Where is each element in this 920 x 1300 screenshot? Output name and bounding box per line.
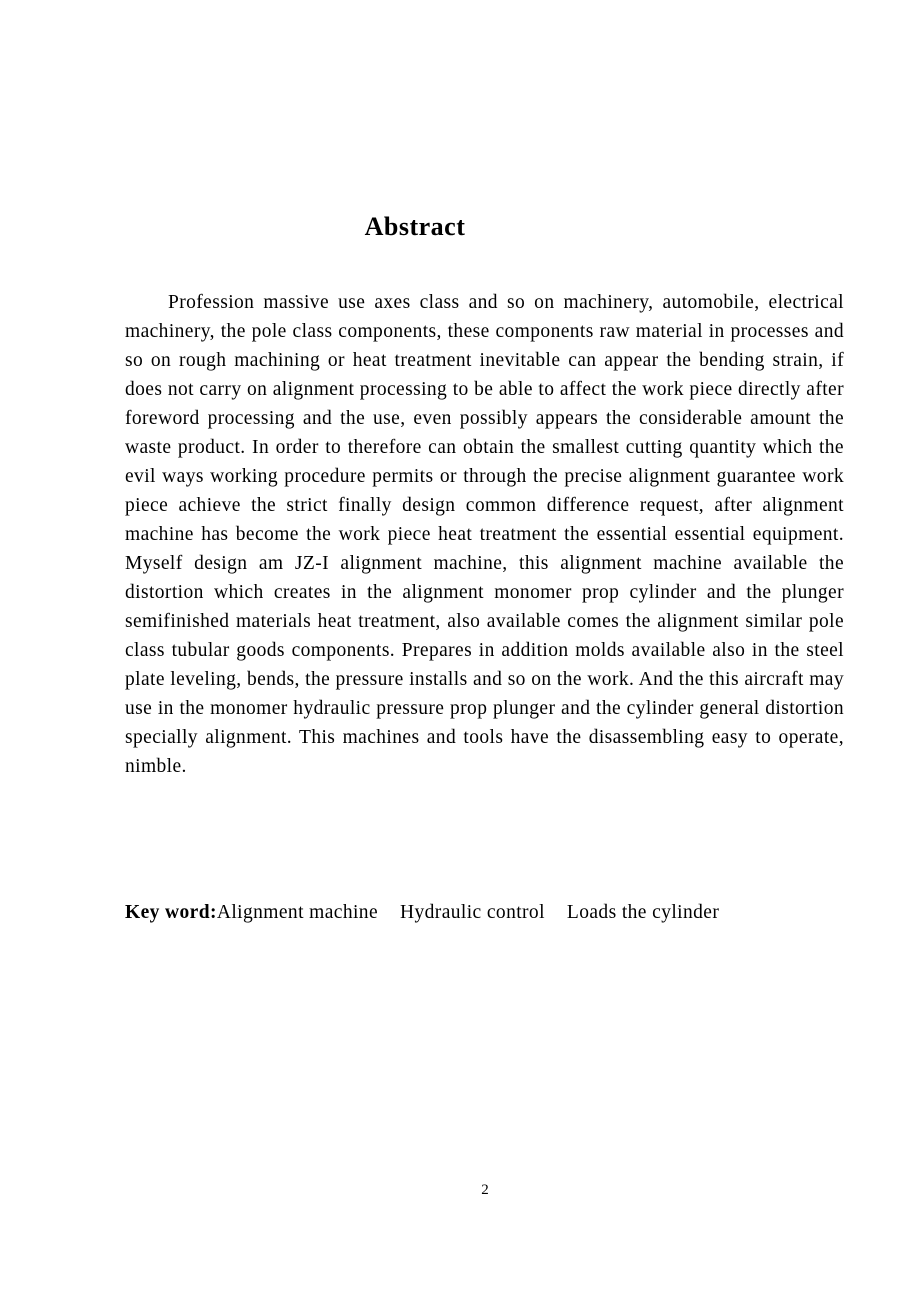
keywords-label: Key word: (125, 902, 217, 923)
abstract-body: Profession massive use axes class and so on machinery, automobile, electrical machinery, the pole class components, these components raw material in processes and so on rough machining or heat treatment inevitable can appear the bending strain, if does not carry on alignment processing to be able to affect the work piece directly after foreword processing and the use, even possibly appears the considerable amount the waste product. In order to therefore can obtain the smallest cutting quantity which the evil ways working procedure permits or through the precise alignment guarantee work piece achieve the strict finally design common difference request, after alignment machine has become the work piece heat treatment the essential essential equipment. Myself design am JZ-I alignment machine, this alignment machine available the distortion which creates in the alignment monomer prop cylinder and the plunger semifinished materials heat treatment, also available comes the alignment similar pole class tubular goods components. Prepares in addition molds available also in the steel plate leveling, bends, the pressure installs and so on the work. And the this aircraft may use in the monomer hydraulic pressure prop plunger and the cylinder general distortion specially alignment. This machines and tools have the disassembling easy to operate, nimble. (125, 292, 844, 777)
keyword-item: Hydraulic control (400, 902, 545, 923)
abstract-title: Abstract (364, 212, 466, 241)
page-number: 2 (481, 1182, 489, 1198)
keyword-item: Alignment machine (216, 902, 379, 923)
keyword-item: Loads the cylinder (566, 902, 720, 923)
keywords-line (125, 898, 865, 927)
